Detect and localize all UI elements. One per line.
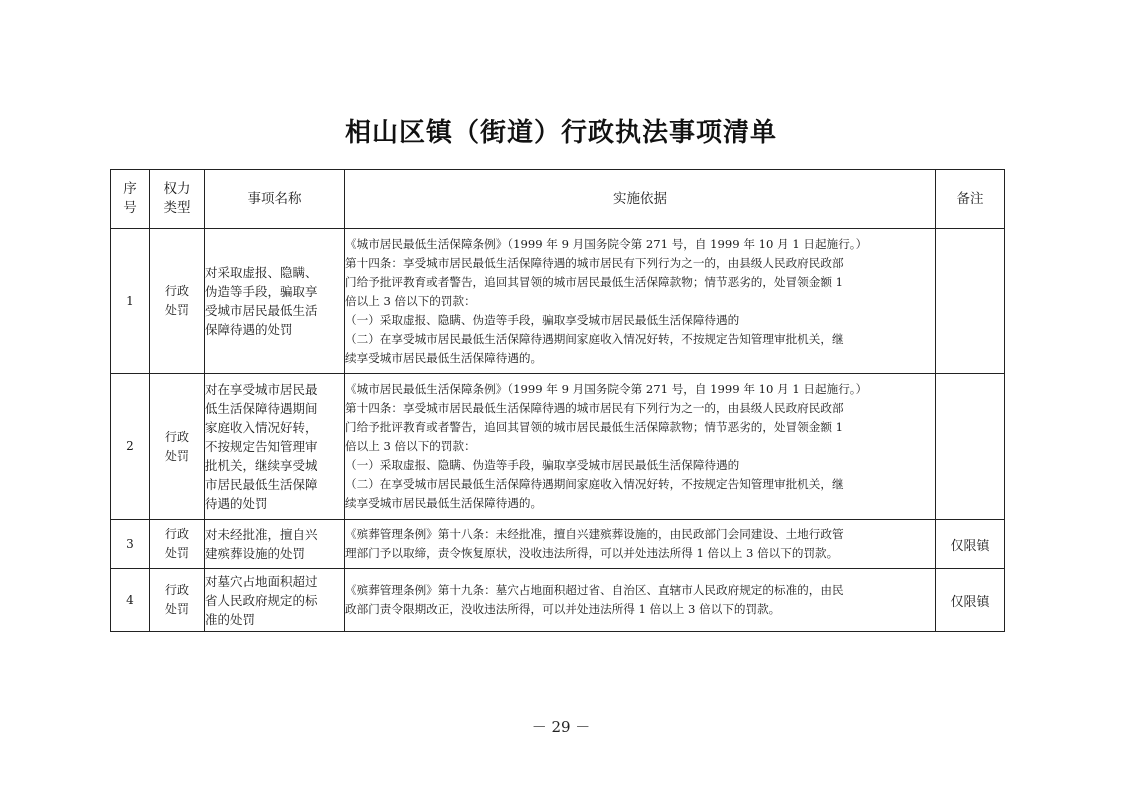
row-item-name-line: 对在享受城市居民最 <box>205 382 318 397</box>
legal-basis-line: （一）采取虚报、隐瞒、伪造等手段，骗取享受城市居民最低生活保障待遇的 <box>345 458 740 472</box>
page-number: － 29 － <box>531 718 591 736</box>
table-row <box>111 229 1005 374</box>
enforcement-items-table <box>110 169 1005 632</box>
row-type-line: 行政 <box>164 284 189 298</box>
row-seq: 2 <box>111 374 150 520</box>
row-legal-basis <box>345 520 936 569</box>
row-type-line: 行政 <box>164 429 189 444</box>
row-item-name-line: 不按规定告知管理审 <box>205 439 318 454</box>
legal-basis-line: 第十四条：享受城市居民最低生活保障待遇的城市居民有下列行为之一的，由县级人民政府民政部 <box>345 255 844 270</box>
row-type-line: 行政 <box>164 583 189 597</box>
header-type-line: 权力 <box>163 181 191 197</box>
row-item-name-line: 市居民最低生活保障 <box>205 477 318 492</box>
header-type <box>150 170 205 229</box>
row-legal-basis <box>345 569 936 632</box>
legal-basis-line: 倍以上 3 倍以下的罚款： <box>345 293 476 308</box>
table-row <box>111 374 1005 520</box>
legal-basis-line: 门给予批评教育或者警告，追回其冒领的城市居民最低生活保障款物；情节恶劣的，处冒领金额 1 <box>345 420 844 434</box>
legal-basis-line: 理部门予以取缔，责令恢复原状，没收违法所得，可以并处违法所得 1 倍以上 3 倍以下的罚款。 <box>345 546 839 560</box>
row-item-name-line: 建殡葬设施的处罚 <box>205 546 306 561</box>
row-item-name-line: 低生活保障待遇期间 <box>205 401 318 416</box>
header-name: 事项名称 <box>205 170 345 229</box>
row-type <box>150 229 205 374</box>
legal-basis-line: 续享受城市居民最低生活保障待遇的。 <box>345 496 543 510</box>
header-basis: 实施依据 <box>345 170 936 229</box>
legal-basis-line: 续享受城市居民最低生活保障待遇的。 <box>345 350 543 365</box>
row-note: 仅限镇 <box>936 520 1005 569</box>
legal-basis-line: 第十四条：享受城市居民最低生活保障待遇的城市居民有下列行为之一的，由县级人民政府民政部 <box>345 401 844 415</box>
header-note: 备注 <box>936 170 1005 229</box>
row-item-name-line: 待遇的处罚 <box>205 496 268 511</box>
legal-basis-line: （二）在享受城市居民最低生活保障待遇期间家庭收入情况好转，不按规定告知管理审批机关，继 <box>345 331 844 346</box>
legal-basis-line: 《城市居民最低生活保障条例》（1999 年 9 月国务院令第 271 号，自 1999 年 10 月 1 日起施行。） <box>345 382 868 396</box>
row-item-name <box>205 374 345 520</box>
table-row <box>111 569 1005 632</box>
row-type-line: 处罚 <box>164 448 189 463</box>
legal-basis-line: 门给予批评教育或者警告，追回其冒领的城市居民最低生活保障款物；情节恶劣的，处冒领金额 1 <box>345 274 844 289</box>
row-item-name-line: 伪造等手段，骗取享 <box>205 284 318 299</box>
row-item-name-line: 受城市居民最低生活 <box>205 303 318 318</box>
row-seq: 1 <box>111 229 150 374</box>
row-item-name-line: 省人民政府规定的标 <box>205 592 318 608</box>
header-seq <box>111 170 150 229</box>
header-seq-line: 号 <box>123 200 137 216</box>
row-legal-basis <box>345 229 936 374</box>
row-type-line: 处罚 <box>164 602 189 616</box>
row-note: 仅限镇 <box>936 569 1005 632</box>
row-type <box>150 374 205 520</box>
row-note <box>936 229 1005 374</box>
row-type-line: 处罚 <box>164 303 189 317</box>
legal-basis-line: 《城市居民最低生活保障条例》（1999 年 9 月国务院令第 271 号，自 1999 年 10 月 1 日起施行。） <box>345 236 868 251</box>
legal-basis-line: 《殡葬管理条例》第十九条：墓穴占地面积超过省、自治区、直辖市人民政府规定的标准的，由民 <box>345 583 844 597</box>
row-type-line: 处罚 <box>164 546 189 560</box>
row-item-name <box>205 229 345 374</box>
header-seq-line: 序 <box>123 181 137 197</box>
legal-basis-line: 倍以上 3 倍以下的罚款： <box>345 439 476 453</box>
table-row <box>111 520 1005 569</box>
row-type <box>150 520 205 569</box>
row-seq: 4 <box>111 569 150 632</box>
legal-basis-line: 政部门责令限期改正，没收违法所得，可以并处违法所得 1 倍以上 3 倍以下的罚款。 <box>345 602 781 616</box>
row-item-name-line: 批机关，继续享受城 <box>205 458 318 473</box>
row-item-name <box>205 520 345 569</box>
row-item-name-line: 对采取虚报、隐瞒、 <box>205 265 318 280</box>
row-item-name-line: 家庭收入情况好转， <box>205 420 318 435</box>
page-title: 相山区镇（街道）行政执法事项清单 <box>344 118 777 148</box>
legal-basis-line: （二）在享受城市居民最低生活保障待遇期间家庭收入情况好转，不按规定告知管理审批机关，继 <box>345 477 844 491</box>
row-seq: 3 <box>111 520 150 569</box>
row-item-name <box>205 569 345 632</box>
row-note <box>936 374 1005 520</box>
row-legal-basis <box>345 374 936 520</box>
header-type-line: 类型 <box>163 200 191 216</box>
row-item-name-line: 保障待遇的处罚 <box>205 322 293 337</box>
table-header-row <box>111 170 1005 229</box>
legal-basis-line: 《殡葬管理条例》第十八条：未经批准，擅自兴建殡葬设施的，由民政部门会同建设、土地行政管 <box>345 527 844 541</box>
row-item-name-line: 准的处罚 <box>205 611 256 627</box>
legal-basis-line: （一）采取虚报、隐瞒、伪造等手段，骗取享受城市居民最低生活保障待遇的 <box>345 312 740 327</box>
row-type-line: 行政 <box>164 527 189 541</box>
row-item-name-line: 对墓穴占地面积超过 <box>205 573 318 589</box>
row-type <box>150 569 205 632</box>
row-item-name-line: 对未经批准，擅自兴 <box>205 527 318 542</box>
